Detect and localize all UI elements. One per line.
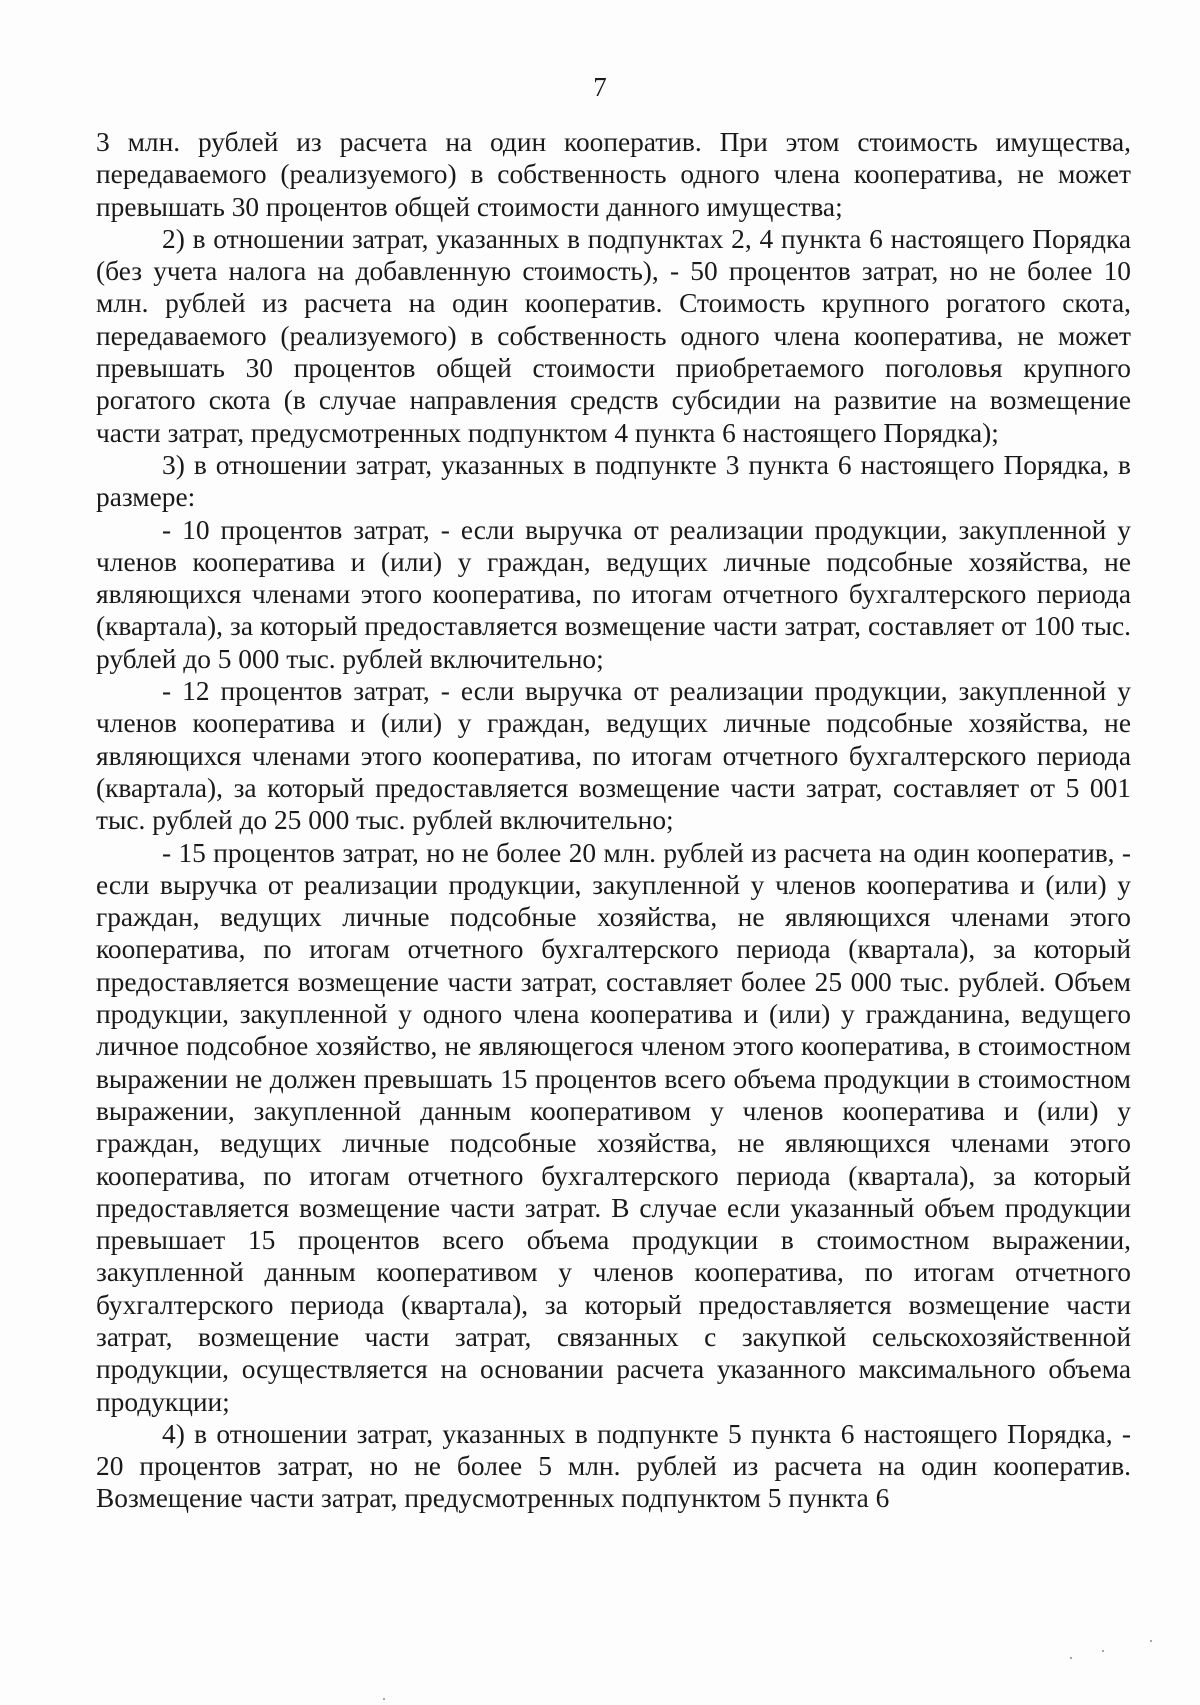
scan-speck	[1150, 1640, 1152, 1642]
paragraph-item-4: 4) в отношении затрат, указанных в подпункте 5 пункта 6 настоящего Порядка, - 20 процентов затрат, но не более 5 млн. рублей из расчета на один кооператив. Возмещение части затрат, предусмотренных подпунктом 5 пункта 6	[96, 1418, 1131, 1514]
paragraph-item-3: 3) в отношении затрат, указанных в подпункте 3 пункта 6 настоящего Порядка, в размере:	[96, 449, 1131, 513]
paragraph-item-2: 2) в отношении затрат, указанных в подпунктах 2, 4 пункта 6 настоящего Порядка (без учета налога на добавленную стоимость), - 50 процентов затрат, но не более 10 млн. рублей из расчета на один кооператив. Стоимость крупного рогатого скота, передаваемого (реализуемого) в собственность одного члена кооператива, не может превышать 30 процентов общей стоимости приобретаемого поголовья крупного рогатого скота (в случае направления средств субсидии на развитие на возмещение части затрат, предусмотренных подпунктом 4 пункта 6 настоящего Порядка);	[96, 223, 1131, 448]
scan-speck	[1070, 1657, 1072, 1659]
paragraph-continuation: 3 млн. рублей из расчета на один кооператив. При этом стоимость имущества, передаваемого (реализуемого) в собственность одного члена кооператива, не может превышать 30 процентов общей стоимости данного имущества;	[96, 127, 1131, 222]
paragraph-bullet-15-percent: - 15 процентов затрат, но не более 20 млн. рублей из расчета на один кооператив, - если выручка от реализации продукции, закупленной у членов кооператива и (или) у граждан, ведущих личные подсобные хозяйства, не являющихся членами этого кооператива, по итогам отчетного бухгалтерского периода (квартала), за который предоставляется возмещение части затрат, составляет более 25 000 тыс. рублей. Объем продукции, закупленной у одного члена кооператива и (или) у гражданина, ведущего личное подсобное хозяйство, не являющегося членом этого кооператива, в стоимостном выражении не должен превышать 15 процентов всего объема продукции в стоимостном выражении, закупленной данным кооперативом у членов кооператива и (или) у граждан, ведущих личные подсобные хозяйства, не являющихся членами этого кооператива, по итогам отчетного бухгалтерского периода (квартала), за который предоставляется возмещение части затрат. В случае если указанный объем продукции превышает 15 процентов всего объема продукции в стоимостном выражении, закупленной данным кооперативом у членов кооператива, по итогам отчетного бухгалтерского периода (квартала), за который предоставляется возмещение части затрат, возмещение части затрат, связанных с закупкой сельскохозяйственной продукции, осуществляется на основании расчета указанного максимального объема продукции;	[96, 837, 1131, 1417]
paragraph-bullet-10-percent: - 10 процентов затрат, - если выручка от реализации продукции, закупленной у членов кооператива и (или) у граждан, ведущих личные подсобные хозяйства, не являющихся членами этого кооператива, по итогам отчетного бухгалтерского периода (квартала), за который предоставляется возмещение части затрат, составляет от 100 тыс. рублей до 5 000 тыс. рублей включительно;	[96, 514, 1131, 674]
scan-speck	[383, 1698, 385, 1700]
document-body	[96, 126, 1131, 1515]
paragraph-bullet-12-percent: - 12 процентов затрат, - если выручка от реализации продукции, закупленной у членов кооператива и (или) у граждан, ведущих личные подсобные хозяйства, не являющихся членами этого кооператива, по итогам отчетного бухгалтерского периода (квартала), за который предоставляется возмещение части затрат, составляет от 5 001 тыс. рублей до 25 000 тыс. рублей включительно;	[96, 676, 1131, 836]
page-number: 7	[593, 72, 607, 102]
scan-speck	[1102, 1650, 1104, 1652]
